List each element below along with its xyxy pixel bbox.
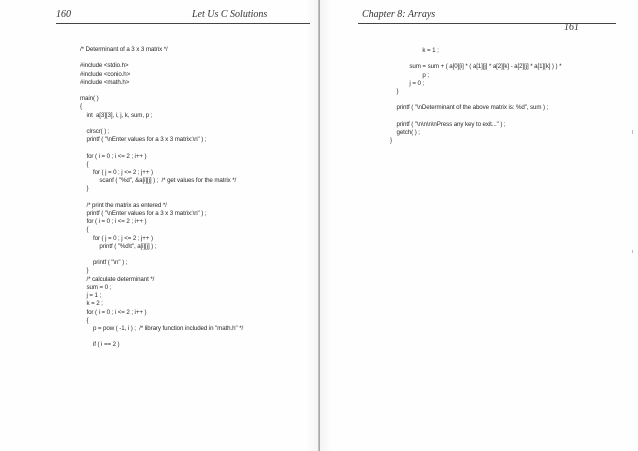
right-code-listing: k = 1 ; sum = sum + ( a[0][i] * ( a[1][j] * a[2][k] - a[2][j] * a[1][k] ) ) * p ; j = 0 ; } printf ( "\nDeterminant of the above matrix is: %d", sum ) ; printf ( "\n\n\n\nPress any key to exit..." ) ; getch( ) ; } <box>390 47 562 145</box>
left-running-head: Let Us C Solutions <box>192 9 268 20</box>
right-page-number: 161 <box>564 22 579 33</box>
right-running-head: Chapter 8: Arrays <box>362 9 436 20</box>
right-header-rule <box>358 23 616 24</box>
left-page-number: 160 <box>56 9 71 20</box>
left-header-rule <box>56 23 310 24</box>
page-edge-mark <box>632 130 633 134</box>
left-code-listing: /* Determinant of a 3 x 3 matrix */ #include <stdio.h> #include <conio.h> #include <math.h> main( ) { int a[3][3], i, j, k, sum, p ; clrscr( ) ; printf ( "\nEnter values for a 3 x 3 matrix:\n" ) ; for ( i = 0 ; i <= 2 ; i++ ) { for ( j = 0 ; j <= 2 ; j++ ) scanf ( "%d", &a[i][j] ) ; /* get values for the matrix */ } /* print the matrix as entered */ printf ( "\nEnter values for a 3 x 3 matrix:\n" ) ; for ( i = 0 ; i <= 2 ; i++ ) { for ( j = 0 ; j <= 2 ; j++ ) printf ( "%d\t", a[i][j] ) ; printf ( "\n" ) ; } /* calculate determinant */ sum = 0 ; j = 1 ; k = 2 ; for ( i = 0 ; i <= 2 ; i++ ) { p = pow ( -1, i ) ; /* library function included in "math.h" */ if ( i == 2 ) <box>80 46 244 349</box>
page-edge-mark <box>632 250 633 253</box>
